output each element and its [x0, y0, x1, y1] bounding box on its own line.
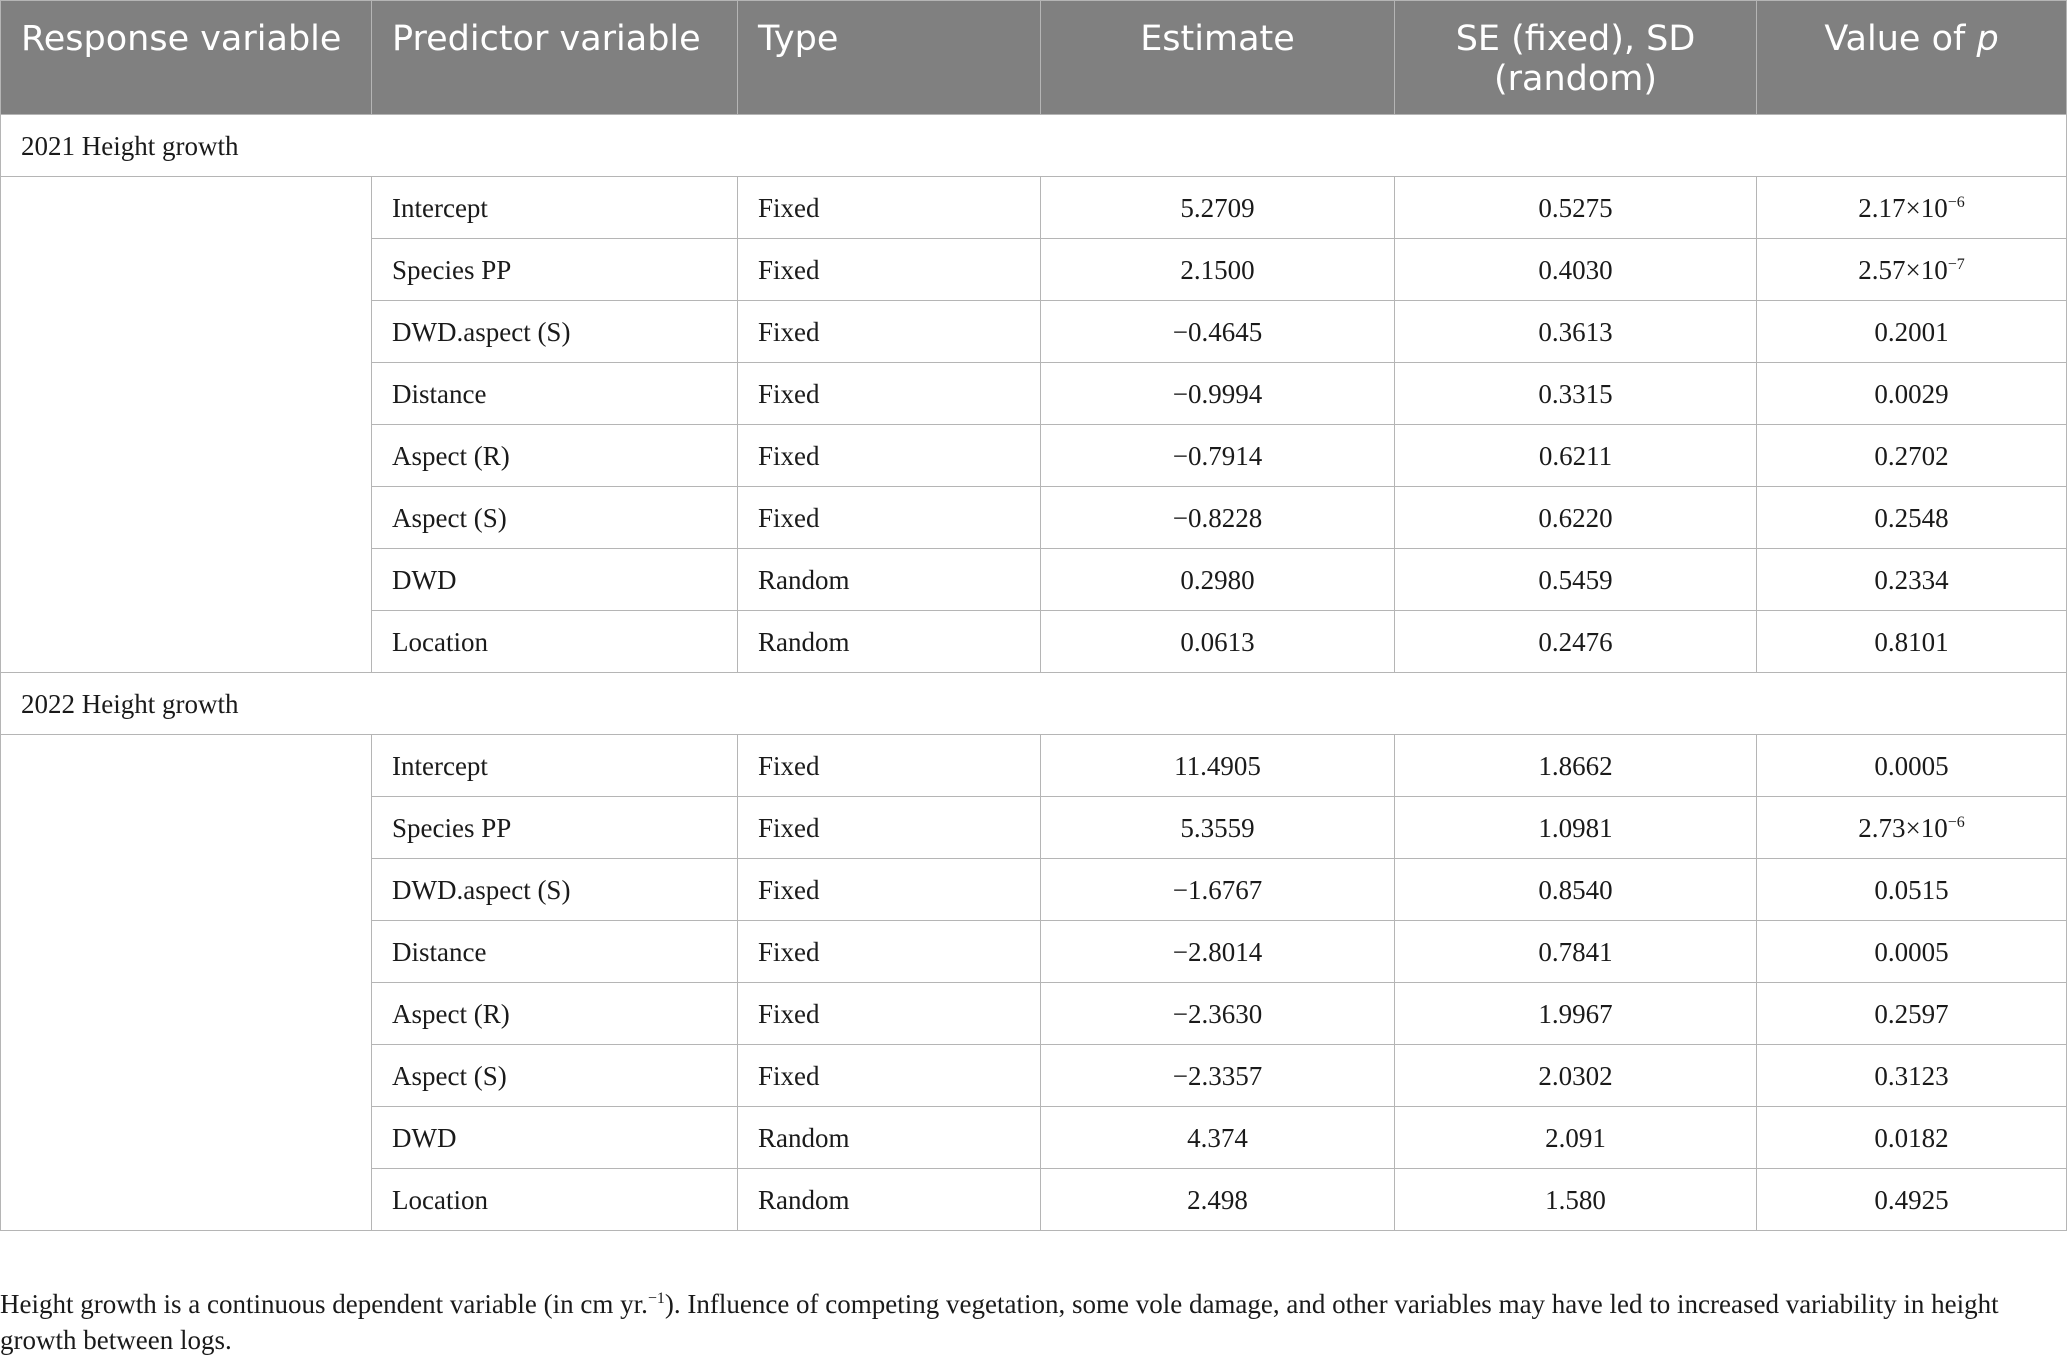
p-value: 2.73×10: [1858, 812, 1948, 843]
type-cell: Random: [738, 1107, 1041, 1169]
estimate-cell: −0.9994: [1041, 363, 1395, 425]
table-footnote: [0, 1286, 2050, 1358]
estimate-cell: −0.8228: [1041, 487, 1395, 549]
predictor-cell: DWD.aspect (S): [372, 301, 738, 363]
estimate-cell: −0.4645: [1041, 301, 1395, 363]
p-value: 0.0029: [1874, 378, 1949, 409]
estimate-cell: 0.2980: [1041, 549, 1395, 611]
estimate-cell: 5.3559: [1041, 797, 1395, 859]
se-cell: 0.4030: [1395, 239, 1757, 301]
se-cell: 1.580: [1395, 1169, 1757, 1231]
predictor-cell: Species PP: [372, 797, 738, 859]
se-cell: 0.6211: [1395, 425, 1757, 487]
header-estimate: Estimate: [1041, 1, 1395, 115]
se-cell: 0.6220: [1395, 487, 1757, 549]
type-cell: Fixed: [738, 983, 1041, 1045]
p-value: 0.0515: [1874, 874, 1949, 905]
p-value: 0.2548: [1874, 502, 1949, 533]
p-value: 0.0182: [1874, 1122, 1949, 1153]
p-value: 0.0005: [1874, 750, 1949, 781]
predictor-cell: Location: [372, 1169, 738, 1231]
predictor-cell: Aspect (S): [372, 487, 738, 549]
p-value-cell: [1757, 1107, 2067, 1169]
response-variable-cell: [1, 177, 372, 673]
p-value: 0.4925: [1874, 1184, 1949, 1215]
type-cell: Fixed: [738, 177, 1041, 239]
section-title: 2021 Height growth: [1, 115, 2067, 177]
p-value: 0.3123: [1874, 1060, 1949, 1091]
estimate-cell: −2.3630: [1041, 983, 1395, 1045]
p-value-cell: [1757, 425, 2067, 487]
header-p-symbol: p: [1976, 19, 1999, 59]
p-value-cell: [1757, 1045, 2067, 1107]
se-cell: 2.0302: [1395, 1045, 1757, 1107]
header-p-value-label: Value of: [1824, 19, 1966, 59]
p-value-cell: [1757, 859, 2067, 921]
section-title: 2022 Height growth: [1, 673, 2067, 735]
p-value: 2.57×10: [1858, 254, 1948, 285]
p-value: 0.2702: [1874, 440, 1949, 471]
p-value-cell: [1757, 301, 2067, 363]
se-cell: 2.091: [1395, 1107, 1757, 1169]
type-cell: Fixed: [738, 921, 1041, 983]
p-value-cell: [1757, 1169, 2067, 1231]
table-body: [1, 115, 2067, 1231]
se-cell: 0.5459: [1395, 549, 1757, 611]
predictor-cell: Aspect (S): [372, 1045, 738, 1107]
p-value-exponent: −6: [1947, 813, 1965, 831]
estimate-cell: −1.6767: [1041, 859, 1395, 921]
p-value-cell: [1757, 797, 2067, 859]
predictor-cell: Distance: [372, 921, 738, 983]
header-type: Type: [738, 1, 1041, 115]
se-cell: 0.7841: [1395, 921, 1757, 983]
response-variable-cell: [1, 735, 372, 1231]
se-cell: 0.3315: [1395, 363, 1757, 425]
header-predictor-variable: Predictor variable: [372, 1, 738, 115]
section-row: [1, 115, 2067, 177]
header-se-sd: SE (fixed), SD (random): [1395, 1, 1757, 115]
header-row: [1, 1, 2067, 115]
footnote-unit-exponent: −1: [647, 1290, 665, 1307]
predictor-cell: DWD.aspect (S): [372, 859, 738, 921]
se-cell: 0.2476: [1395, 611, 1757, 673]
p-value: 0.8101: [1874, 626, 1949, 657]
p-value: 0.2334: [1874, 564, 1949, 595]
p-value-cell: [1757, 487, 2067, 549]
estimate-cell: −0.7914: [1041, 425, 1395, 487]
type-cell: Fixed: [738, 425, 1041, 487]
estimate-cell: 2.1500: [1041, 239, 1395, 301]
predictor-cell: Species PP: [372, 239, 738, 301]
predictor-cell: Distance: [372, 363, 738, 425]
p-value-cell: [1757, 177, 2067, 239]
se-cell: 0.8540: [1395, 859, 1757, 921]
estimate-cell: −2.3357: [1041, 1045, 1395, 1107]
p-value: 2.17×10: [1858, 192, 1948, 223]
predictor-cell: DWD: [372, 1107, 738, 1169]
p-value-exponent: −7: [1947, 255, 1965, 273]
estimate-cell: 5.2709: [1041, 177, 1395, 239]
se-cell: 0.3613: [1395, 301, 1757, 363]
table-row: [1, 735, 2067, 797]
p-value: 0.2001: [1874, 316, 1949, 347]
header-response-variable: Response variable: [1, 1, 372, 115]
footnote-suffix: ). Influence of competing vegetation, some vole damage, and other variables may have led to increased variability in height growth between logs.: [0, 1289, 1999, 1355]
p-value-cell: [1757, 735, 2067, 797]
predictor-cell: Aspect (R): [372, 983, 738, 1045]
p-value: 0.2597: [1874, 998, 1949, 1029]
type-cell: Fixed: [738, 859, 1041, 921]
estimate-cell: 2.498: [1041, 1169, 1395, 1231]
se-cell: 1.8662: [1395, 735, 1757, 797]
p-value-cell: [1757, 921, 2067, 983]
p-value-cell: [1757, 611, 2067, 673]
type-cell: Random: [738, 549, 1041, 611]
p-value: 0.0005: [1874, 936, 1949, 967]
predictor-cell: Location: [372, 611, 738, 673]
type-cell: Random: [738, 1169, 1041, 1231]
p-value-cell: [1757, 983, 2067, 1045]
se-cell: 1.0981: [1395, 797, 1757, 859]
estimate-cell: 0.0613: [1041, 611, 1395, 673]
table-row: [1, 177, 2067, 239]
type-cell: Fixed: [738, 239, 1041, 301]
section-row: [1, 673, 2067, 735]
header-p-value: [1757, 1, 2067, 115]
p-value-exponent: −6: [1947, 193, 1965, 211]
predictor-cell: Intercept: [372, 177, 738, 239]
type-cell: Fixed: [738, 487, 1041, 549]
type-cell: Fixed: [738, 1045, 1041, 1107]
type-cell: Fixed: [738, 363, 1041, 425]
se-cell: 1.9967: [1395, 983, 1757, 1045]
estimate-cell: 4.374: [1041, 1107, 1395, 1169]
type-cell: Fixed: [738, 797, 1041, 859]
footnote-prefix: Height growth is a continuous dependent variable (in cm yr.: [0, 1289, 648, 1319]
type-cell: Fixed: [738, 301, 1041, 363]
p-value-cell: [1757, 363, 2067, 425]
predictor-cell: DWD: [372, 549, 738, 611]
type-cell: Fixed: [738, 735, 1041, 797]
type-cell: Random: [738, 611, 1041, 673]
estimate-cell: 11.4905: [1041, 735, 1395, 797]
se-cell: 0.5275: [1395, 177, 1757, 239]
p-value-cell: [1757, 549, 2067, 611]
p-value-cell: [1757, 239, 2067, 301]
estimate-cell: −2.8014: [1041, 921, 1395, 983]
predictor-cell: Aspect (R): [372, 425, 738, 487]
predictor-cell: Intercept: [372, 735, 738, 797]
